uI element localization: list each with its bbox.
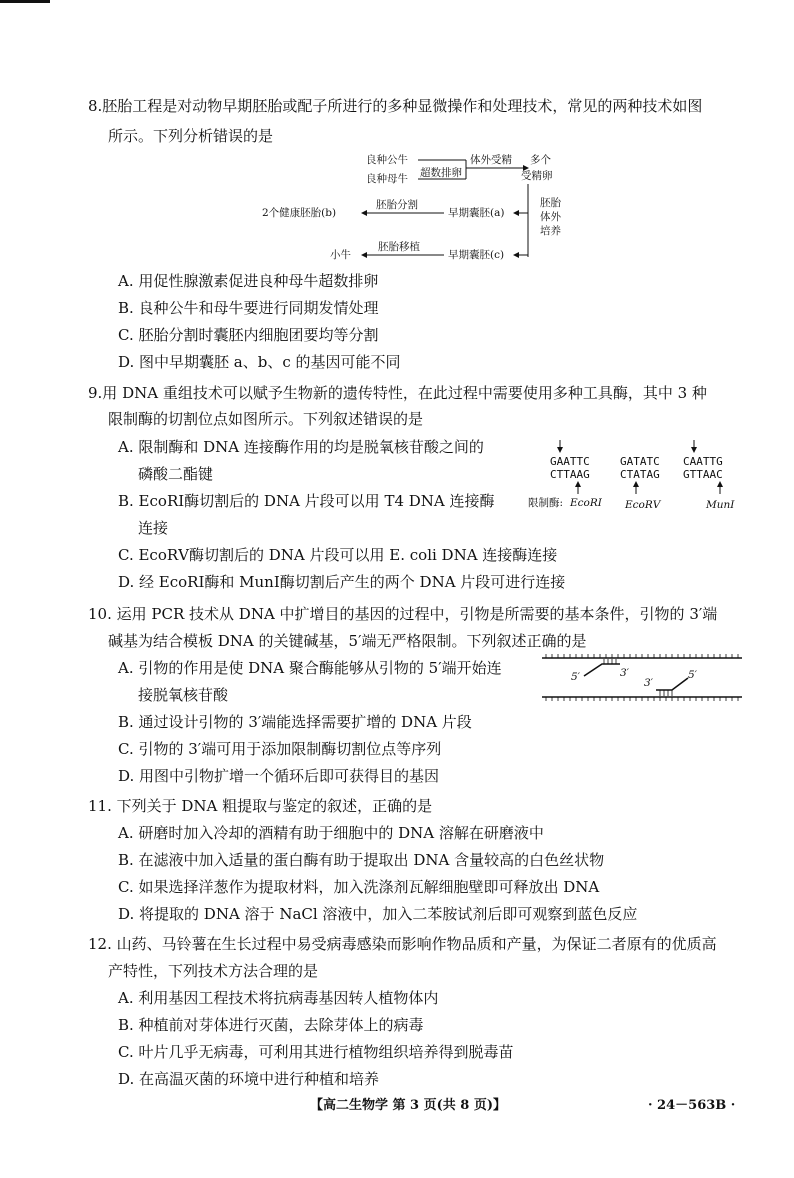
q10-option-c: C. 引物的 3′端可用于添加限制酶切割位点等序列: [118, 740, 442, 758]
q10-option-d: D. 用图中引物扩增一个循环后即可获得目的基因: [118, 767, 440, 785]
enzyme-ecor5-label: EcoRⅤ: [625, 499, 661, 511]
label-blastocyst-a: 早期囊胚(a): [448, 207, 505, 219]
enzyme-ecor1-label: EcoRⅠ: [570, 497, 602, 509]
q8-option-c: C. 胚胎分割时囊胚内细胞团要均等分割: [118, 326, 379, 344]
q11-option-d: D. 将提取的 DNA 溶于 NaCl 溶液中，加入二苯胺试剂后即可观察到蓝色反应: [118, 905, 638, 923]
q8-option-d: D. 图中早期囊胚 a、b、c 的基因可能不同: [118, 353, 401, 371]
q11-option-b: B. 在滤液中加入适量的蛋白酶有助于提取出 DNA 含量较高的白色丝状物: [118, 851, 605, 869]
q10-option-a-line2: 接脱氧核苷酸: [138, 686, 229, 704]
label-healthy-embryos: 2个健康胚胎(b): [262, 207, 337, 219]
q9-option-c: C. EcoRⅤ酶切割后的 DNA 片段可以用 E. coli DNA 连接酶连接: [118, 546, 558, 564]
q12-option-d: D. 在高温灭菌的环境中进行种植和培养: [118, 1070, 380, 1088]
label-bull: 良种公牛: [366, 154, 408, 166]
q11-stem: 11. 下列关于 DNA 粗提取与鉴定的叙述，正确的是: [88, 797, 433, 815]
page-footer: 【高二生物学 第 3 页(共 8 页)】: [310, 1098, 507, 1113]
q12-option-a: A. 利用基因工程技术将抗病毒基因转人植物体内: [118, 989, 439, 1007]
q12-stem-line2: 产特性，下列技术方法合理的是: [108, 962, 319, 980]
q12-stem-line1: 12. 山药、马铃薯在生长过程中易受病毒感染而影响作物品质和产量，为保证二者原有的优质高: [88, 935, 717, 953]
q11-option-a: A. 研磨时加入冷却的酒精有助于细胞中的 DNA 溶解在研磨液中: [118, 824, 544, 842]
enzyme-prefix: 限制酶:: [528, 497, 564, 509]
label-embryo-transfer: 胚胎移植: [378, 241, 420, 253]
label-superovulation: 超数排卵: [420, 167, 462, 179]
q9-option-b-line2: 连接: [138, 519, 169, 537]
label-calf: 小牛: [330, 249, 351, 261]
primer2-strand: [656, 678, 688, 690]
primer1-3prime-label: 3′: [620, 667, 630, 679]
q10-option-a-line1: A. 引物的作用是使 DNA 聚合酶能够从引物的 5′端开始连: [118, 659, 502, 677]
site-ecor1-bottom: CTTAAG: [550, 468, 590, 481]
q8-stem-line1: 8.胚胎工程是对动物早期胚胎或配子所进行的多种显微操作和处理技术，常见的两种技术如图: [88, 97, 703, 115]
paper-code: · 24－563B ·: [648, 1098, 736, 1113]
label-embryo-split: 胚胎分割: [376, 199, 418, 211]
label-culture-1: 胚胎: [540, 197, 561, 209]
q9-option-a-line1: A. 限制酶和 DNA 连接酶作用的均是脱氧核苷酸之间的: [118, 438, 484, 456]
q9-option-d: D. 经 EcoRⅠ酶和 MunⅠ酶切割后产生的两个 DNA 片段可进行连接: [118, 573, 566, 591]
label-many: 多个: [530, 154, 551, 166]
label-zygotes: 受精卵: [521, 170, 553, 182]
q9-stem-line2: 限制酶的切割位点如图所示。下列叙述错误的是: [108, 410, 424, 428]
label-blastocyst-c: 早期囊胚(c): [448, 249, 505, 261]
primer2-bonds: [660, 690, 672, 696]
label-ivf: 体外受精: [470, 154, 512, 166]
label-culture-2: 体外: [540, 211, 561, 223]
site-mun1-top: CAATTG: [683, 455, 723, 468]
site-ecor1-top: GAATTC: [550, 455, 590, 468]
site-ecor5-bottom: CTATAG: [620, 468, 660, 481]
q10-stem-line2: 碱基为结合模板 DNA 的关键碱基，5′端无严格限制。下列叙述正确的是: [108, 632, 587, 650]
q9-option-b-line1: B. EcoRⅠ酶切割后的 DNA 片段可以用 T4 DNA 连接酶: [118, 492, 495, 510]
q9-stem-line1: 9.用 DNA 重组技术可以赋予生物新的遗传特性，在此过程中需要使用多种工具酶，其中 3 种: [88, 384, 707, 402]
q12-option-b: B. 种植前对芽体进行灭菌，去除芽体上的病毒: [118, 1016, 424, 1034]
primer2-5prime-label: 5′: [688, 669, 698, 681]
q8-option-a: A. 用促性腺激素促进良种母牛超数排卵: [118, 272, 379, 290]
site-ecor5-top: GATATC: [620, 455, 660, 468]
enzyme-mun1-label: MunⅠ: [706, 499, 735, 511]
q8-option-b: B. 良种公牛和母牛要进行同期发情处理: [118, 299, 379, 317]
primer2-3prime-label: 3′: [644, 677, 654, 689]
label-cow: 良种母牛: [366, 173, 408, 185]
q12-option-c: C. 叶片几乎无病毒，可利用其进行植物组织培养得到脱毒苗: [118, 1043, 514, 1061]
primer1-5prime-label: 5′: [571, 671, 581, 683]
site-mun1-bottom: GTTAAC: [683, 468, 723, 481]
q8-stem-line2: 所示。下列分析错误的是: [108, 127, 274, 145]
primer1-strand: [584, 664, 620, 676]
q10-option-b: B. 通过设计引物的 3′端能选择需要扩增的 DNA 片段: [118, 713, 472, 731]
q11-option-c: C. 如果选择洋葱作为提取材料，加入洗涤剂瓦解细胞壁即可释放出 DNA: [118, 878, 600, 896]
q9-option-a-line2: 磷酸二酯键: [138, 465, 214, 483]
q10-stem-line1: 10. 运用 PCR 技术从 DNA 中扩增目的基因的过程中，引物是所需要的基本条件，引物的 3′端: [88, 605, 718, 623]
label-culture-3: 培养: [540, 225, 561, 237]
